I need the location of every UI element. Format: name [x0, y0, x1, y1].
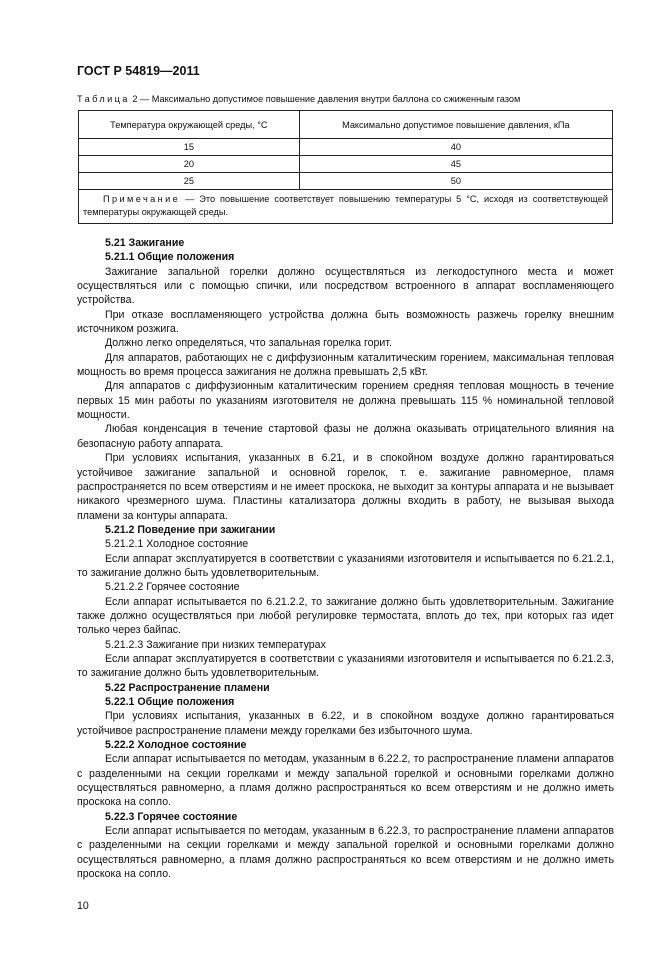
- column-header-temperature: Температура окружающей среды, °С: [79, 111, 300, 139]
- document-body: [77, 236, 614, 881]
- table-row: [79, 173, 613, 190]
- table-caption: [77, 93, 614, 105]
- paragraph: При отказе воспламеняющего устройства должна быть возможность разжечь горелку внешним источником розжига.: [77, 308, 614, 336]
- section-heading: 5.22.3 Горячее состояние: [105, 810, 238, 823]
- table-header-row: [79, 111, 613, 139]
- section-heading: 5.22.2 Холодное состояние: [105, 739, 247, 752]
- paragraph: Если аппарат испытывается по 6.21.2.2, то зажигание должно быть удовлетворительным. Зажигание также должно осуществляться при любой регулировке термостата, вплоть до тех, при которых газ идет только через байпас.: [77, 595, 614, 637]
- cell-pressure: 50: [299, 173, 612, 190]
- table-caption-text: 2 — Максимально допустимое повышение давления внутри баллона со сжиженным газом: [129, 94, 521, 104]
- paragraph: Если аппарат испытывается по методам, указанным в 6.22.2, то распространение пламени аппаратов с разделенными на секции горелками и между запальной горелкой и основными горелками должно осуществляться равномерно, а пламя должно распространяться ко всем отверстиям и не должно иметь проскока на сопло.: [77, 753, 614, 809]
- paragraph: Для аппаратов, работающих не с диффузионным каталитическим горением, максимальная тепловая мощность во время процесса зажигания не должна превышать 2,5 кВт.: [77, 351, 614, 379]
- table-note-row: [79, 190, 613, 224]
- pressure-table: [78, 110, 613, 224]
- section-heading: 5.21.2 Поведение при зажигании: [105, 523, 276, 536]
- subsection-heading: 5.21.2.3 Зажигание при низких температурах: [105, 638, 326, 651]
- paragraph: При условиях испытания, указанных в 6.21, и в спокойном воздухе должно гарантироваться устойчивое зажигание запальной и основной горелок, т. е. зажигание равномерное, пламя распространяется по всем отверстиям и не имеет проскока, не выходит за контуры аппарата и не вызывает никакого чрезмерного шума. Пластины катализатора должны входить в работу, не вызывая выхода пламени за контуры аппарата.: [77, 452, 614, 522]
- paragraph: Зажигание запальной горелки должно осуществляться из легкодоступного места и может осуществляться или с помощью спички, или посредством встроенного в аппарат воспламеняющего устройства.: [77, 265, 614, 307]
- section-heading: 5.22 Распространение пламени: [105, 681, 270, 694]
- table-row: [79, 139, 613, 156]
- paragraph: Если аппарат испытывается по методам, указанным в 6.22.3, то распространение пламени аппаратов с разделенными на секции горелками и между запальной горелкой и основными горелками должно осуществляться равномерно, а пламя должно распространяться ко всем отверстиям и не должно иметь проскока на сопло.: [77, 825, 614, 881]
- paragraph: Должно легко определяться, что запальная горелка горит.: [105, 337, 392, 350]
- note-text: — Это повышение соответствует повышению температуры 5 °С, исходя из соответствующей температуры окружающей среды.: [83, 194, 608, 217]
- paragraph: При условиях испытания, указанных в 6.22, и в спокойном воздухе должно гарантироваться устойчивое распространение пламени между горелками без избыточного шума.: [77, 710, 614, 737]
- section-heading: 5.21 Зажигание: [105, 237, 185, 249]
- note-label: Примечание: [103, 194, 181, 204]
- cell-pressure: 40: [299, 139, 612, 156]
- page-number: 10: [77, 900, 89, 913]
- table-note: [79, 190, 613, 224]
- cell-temperature: 15: [79, 139, 300, 156]
- cell-temperature: 25: [79, 173, 300, 190]
- subsection-heading: 5.21.2.2 Горячее состояние: [105, 581, 240, 594]
- section-heading: 5.21.1 Общие положения: [105, 251, 235, 264]
- paragraph: Если аппарат эксплуатируется в соответствии с указаниями изготовителя и испытывается по 6.21.2.3, то зажигание должно быть удовлетворительным.: [77, 652, 614, 680]
- column-header-pressure: Максимально допустимое повышение давления, кПа: [299, 111, 612, 139]
- cell-pressure: 45: [299, 156, 612, 173]
- paragraph: Для аппаратов с диффузионным каталитическим горением средняя тепловая мощность в течение первых 15 мин работы по указаниям изготовителя не должна превышать 115 % номинальной тепловой мощности.: [77, 380, 614, 422]
- section-heading: 5.22.1 Общие положения: [105, 696, 235, 708]
- paragraph: Если аппарат эксплуатируется в соответствии с указаниями изготовителя и испытывается по 6.21.2.1, то зажигание должно быть удовлетворительным.: [77, 552, 614, 579]
- subsection-heading: 5.21.2.1 Холодное состояние: [105, 538, 249, 551]
- cell-temperature: 20: [79, 156, 300, 173]
- table-row: [79, 156, 613, 173]
- document-id-header: ГОСТ Р 54819—2011: [77, 64, 200, 78]
- table-caption-label: Таблица: [77, 94, 130, 104]
- paragraph: Любая конденсация в течение стартовой фазы не должна оказывать отрицательного влияния на безопасную работу аппарата.: [77, 423, 614, 450]
